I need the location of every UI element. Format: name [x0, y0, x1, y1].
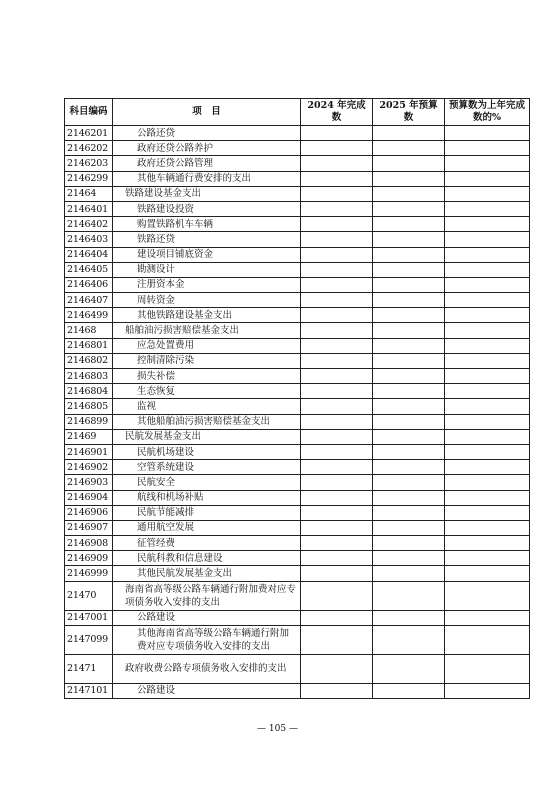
row-name: 勘测设计 — [113, 262, 301, 277]
table-row — [65, 232, 530, 247]
row-name: 购置铁路机车车辆 — [113, 217, 301, 232]
table-row — [65, 551, 530, 566]
row-2024-actual — [301, 414, 373, 429]
row-percent — [445, 581, 530, 610]
row-code: 2146801 — [65, 338, 113, 353]
row-percent — [445, 369, 530, 384]
row-2025-budget — [373, 141, 445, 156]
row-2025-budget — [373, 171, 445, 186]
row-percent — [445, 444, 530, 459]
row-percent — [445, 551, 530, 566]
row-percent — [445, 505, 530, 520]
table-header-row — [65, 99, 530, 126]
row-2024-actual — [301, 156, 373, 171]
row-code: 2146402 — [65, 217, 113, 232]
row-2025-budget — [373, 384, 445, 399]
row-2024-actual — [301, 217, 373, 232]
row-2025-budget — [373, 581, 445, 610]
row-2025-budget — [373, 551, 445, 566]
row-2025-budget — [373, 520, 445, 535]
budget-table — [64, 98, 530, 699]
row-code: 2146404 — [65, 247, 113, 262]
row-name: 损失补偿 — [113, 369, 301, 384]
row-percent — [445, 156, 530, 171]
table-row — [65, 384, 530, 399]
row-percent — [445, 429, 530, 444]
row-2024-actual — [301, 581, 373, 610]
row-2024-actual — [301, 429, 373, 444]
row-2025-budget — [373, 625, 445, 654]
table-row — [65, 338, 530, 353]
row-percent — [445, 217, 530, 232]
row-name: 民航机场建设 — [113, 444, 301, 459]
row-name: 其他船舶油污损害赔偿基金支出 — [113, 414, 301, 429]
row-2024-actual — [301, 201, 373, 216]
row-percent — [445, 520, 530, 535]
row-name: 铁路还贷 — [113, 232, 301, 247]
row-name: 民航节能减排 — [113, 505, 301, 520]
row-code: 2146904 — [65, 490, 113, 505]
row-percent — [445, 323, 530, 338]
table-row — [65, 308, 530, 323]
row-2025-budget — [373, 308, 445, 323]
row-code: 2146802 — [65, 353, 113, 368]
row-2025-budget — [373, 505, 445, 520]
row-percent — [445, 201, 530, 216]
row-2024-actual — [301, 353, 373, 368]
row-percent — [445, 186, 530, 201]
row-2024-actual — [301, 293, 373, 308]
table-row — [65, 186, 530, 201]
row-2025-budget — [373, 217, 445, 232]
header-percent: 预算数为上年完成数的% — [445, 99, 530, 126]
row-2025-budget — [373, 369, 445, 384]
row-2025-budget — [373, 232, 445, 247]
row-2024-actual — [301, 232, 373, 247]
row-2024-actual — [301, 520, 373, 535]
row-percent — [445, 399, 530, 414]
table-row — [65, 566, 530, 581]
row-2025-budget — [373, 186, 445, 201]
table-row — [65, 654, 530, 683]
row-2024-actual — [301, 323, 373, 338]
header-2024-actual: 2024 年完成数 — [301, 99, 373, 126]
row-code: 2146999 — [65, 566, 113, 581]
row-2024-actual — [301, 625, 373, 654]
row-name: 生态恢复 — [113, 384, 301, 399]
row-code: 2146499 — [65, 308, 113, 323]
table-row — [65, 171, 530, 186]
row-percent — [445, 308, 530, 323]
row-percent — [445, 293, 530, 308]
row-name: 海南省高等级公路车辆通行附加费对应专项债务收入安排的支出 — [113, 581, 301, 610]
row-code: 2146903 — [65, 475, 113, 490]
row-code: 21468 — [65, 323, 113, 338]
row-percent — [445, 338, 530, 353]
table-row — [65, 369, 530, 384]
table-row — [65, 429, 530, 444]
row-2025-budget — [373, 247, 445, 262]
row-2024-actual — [301, 369, 373, 384]
row-name: 政府还贷公路养护 — [113, 141, 301, 156]
row-2025-budget — [373, 683, 445, 698]
row-2025-budget — [373, 201, 445, 216]
row-percent — [445, 566, 530, 581]
row-name: 政府还贷公路管理 — [113, 156, 301, 171]
row-name: 其他海南省高等级公路车辆通行附加费对应专项债务收入安排的支出 — [113, 625, 301, 654]
table-body — [65, 126, 530, 699]
row-percent — [445, 247, 530, 262]
row-percent — [445, 262, 530, 277]
table-row — [65, 581, 530, 610]
table-row — [65, 625, 530, 654]
row-percent — [445, 277, 530, 292]
row-percent — [445, 625, 530, 654]
table-row — [65, 460, 530, 475]
row-2024-actual — [301, 444, 373, 459]
row-2024-actual — [301, 475, 373, 490]
row-2024-actual — [301, 490, 373, 505]
row-2025-budget — [373, 126, 445, 141]
row-2025-budget — [373, 490, 445, 505]
table-row — [65, 293, 530, 308]
row-2025-budget — [373, 277, 445, 292]
row-percent — [445, 353, 530, 368]
row-percent — [445, 384, 530, 399]
row-2025-budget — [373, 293, 445, 308]
row-name: 通用航空发展 — [113, 520, 301, 535]
row-2024-actual — [301, 186, 373, 201]
row-2025-budget — [373, 475, 445, 490]
table-row — [65, 414, 530, 429]
row-code: 2146406 — [65, 277, 113, 292]
row-2024-actual — [301, 460, 373, 475]
row-2024-actual — [301, 384, 373, 399]
row-name: 周转资金 — [113, 293, 301, 308]
row-name: 公路建设 — [113, 610, 301, 625]
row-code: 21469 — [65, 429, 113, 444]
row-2025-budget — [373, 460, 445, 475]
row-2024-actual — [301, 262, 373, 277]
row-2025-budget — [373, 323, 445, 338]
table-row — [65, 217, 530, 232]
row-2024-actual — [301, 566, 373, 581]
row-name: 政府收费公路专项债务收入安排的支出 — [113, 654, 301, 683]
row-name: 民航安全 — [113, 475, 301, 490]
row-2025-budget — [373, 262, 445, 277]
row-code: 2146803 — [65, 369, 113, 384]
row-name: 空管系统建设 — [113, 460, 301, 475]
table-row — [65, 247, 530, 262]
row-code: 2146906 — [65, 505, 113, 520]
row-2024-actual — [301, 141, 373, 156]
table-row — [65, 536, 530, 551]
row-code: 21471 — [65, 654, 113, 683]
row-name: 建设项目铺底资金 — [113, 247, 301, 262]
row-code: 2146201 — [65, 126, 113, 141]
row-percent — [445, 171, 530, 186]
row-code: 2146403 — [65, 232, 113, 247]
row-2025-budget — [373, 429, 445, 444]
row-percent — [445, 126, 530, 141]
row-code: 2146407 — [65, 293, 113, 308]
row-2024-actual — [301, 247, 373, 262]
row-name: 铁路建设基金支出 — [113, 186, 301, 201]
row-code: 2147101 — [65, 683, 113, 698]
row-percent — [445, 654, 530, 683]
row-code: 2146401 — [65, 201, 113, 216]
row-2025-budget — [373, 610, 445, 625]
table-row — [65, 505, 530, 520]
row-name: 监视 — [113, 399, 301, 414]
row-percent — [445, 475, 530, 490]
row-name: 其他铁路建设基金支出 — [113, 308, 301, 323]
table-row — [65, 156, 530, 171]
row-name: 注册资本金 — [113, 277, 301, 292]
table-row — [65, 475, 530, 490]
row-code: 2146202 — [65, 141, 113, 156]
row-code: 2146902 — [65, 460, 113, 475]
table-row — [65, 399, 530, 414]
row-code: 21470 — [65, 581, 113, 610]
row-code: 2146203 — [65, 156, 113, 171]
row-name: 应急处置费用 — [113, 338, 301, 353]
table-row — [65, 353, 530, 368]
row-name: 公路建设 — [113, 683, 301, 698]
row-2025-budget — [373, 654, 445, 683]
row-code: 2146405 — [65, 262, 113, 277]
row-code: 21464 — [65, 186, 113, 201]
row-2024-actual — [301, 551, 373, 566]
row-2024-actual — [301, 610, 373, 625]
table-row — [65, 610, 530, 625]
row-code: 2147099 — [65, 625, 113, 654]
row-percent — [445, 610, 530, 625]
row-2024-actual — [301, 308, 373, 323]
row-name: 民航发展基金支出 — [113, 429, 301, 444]
table-row — [65, 126, 530, 141]
row-2024-actual — [301, 171, 373, 186]
row-code: 2146907 — [65, 520, 113, 535]
table-row — [65, 277, 530, 292]
header-name: 项 目 — [113, 99, 301, 126]
header-code: 科目编码 — [65, 99, 113, 126]
row-2024-actual — [301, 126, 373, 141]
table-row — [65, 201, 530, 216]
table-row — [65, 444, 530, 459]
row-percent — [445, 490, 530, 505]
table-row — [65, 490, 530, 505]
row-code: 2146299 — [65, 171, 113, 186]
header-2025-budget: 2025 年预算数 — [373, 99, 445, 126]
row-percent — [445, 232, 530, 247]
row-name: 公路还贷 — [113, 126, 301, 141]
row-code: 2146804 — [65, 384, 113, 399]
table-row — [65, 683, 530, 698]
table-row — [65, 141, 530, 156]
row-2025-budget — [373, 338, 445, 353]
table-row — [65, 520, 530, 535]
row-name: 其他民航发展基金支出 — [113, 566, 301, 581]
row-2024-actual — [301, 505, 373, 520]
row-code: 2146908 — [65, 536, 113, 551]
table-row — [65, 323, 530, 338]
row-2025-budget — [373, 353, 445, 368]
row-2024-actual — [301, 683, 373, 698]
row-name: 民航科教和信息建设 — [113, 551, 301, 566]
row-name: 征管经费 — [113, 536, 301, 551]
row-code: 2147001 — [65, 610, 113, 625]
row-2024-actual — [301, 654, 373, 683]
row-2025-budget — [373, 399, 445, 414]
row-code: 2146899 — [65, 414, 113, 429]
row-2024-actual — [301, 536, 373, 551]
row-2024-actual — [301, 399, 373, 414]
row-code: 2146909 — [65, 551, 113, 566]
row-percent — [445, 414, 530, 429]
row-name: 控制清除污染 — [113, 353, 301, 368]
page-number: — 105 — — [257, 724, 298, 734]
row-2025-budget — [373, 414, 445, 429]
row-name: 船舶油污损害赔偿基金支出 — [113, 323, 301, 338]
row-code: 2146805 — [65, 399, 113, 414]
row-percent — [445, 536, 530, 551]
row-name: 铁路建设投资 — [113, 201, 301, 216]
row-2025-budget — [373, 566, 445, 581]
row-2024-actual — [301, 277, 373, 292]
row-percent — [445, 460, 530, 475]
row-percent — [445, 683, 530, 698]
row-2025-budget — [373, 536, 445, 551]
row-2024-actual — [301, 338, 373, 353]
row-name: 航线和机场补贴 — [113, 490, 301, 505]
row-name: 其他车辆通行费安排的支出 — [113, 171, 301, 186]
row-code: 2146901 — [65, 444, 113, 459]
row-2025-budget — [373, 156, 445, 171]
table-row — [65, 262, 530, 277]
row-2025-budget — [373, 444, 445, 459]
row-percent — [445, 141, 530, 156]
